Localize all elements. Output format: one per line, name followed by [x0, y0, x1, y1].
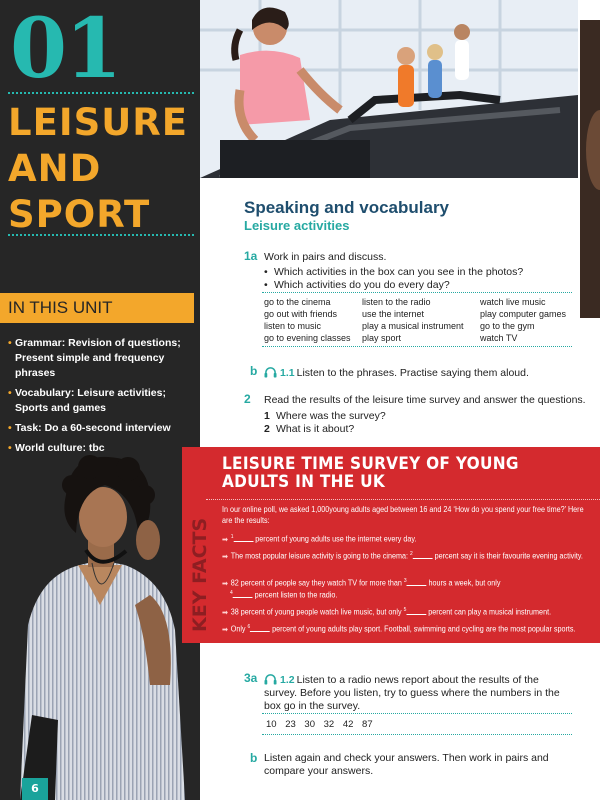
key-facts-label — [184, 507, 214, 637]
exercise-instruction — [264, 673, 564, 713]
unit-title-line: AND — [8, 147, 102, 190]
phrase: go to the cinema — [264, 297, 331, 307]
question-text: Where was the survey? — [276, 410, 386, 422]
discussion-questions — [262, 266, 523, 292]
survey-fact: $^4$ percent listen to the radio. — [230, 590, 338, 600]
exercise-letter: b — [250, 751, 258, 765]
phrase: play a musical instrument — [362, 321, 464, 331]
unit-title-line: SPORT — [8, 193, 151, 236]
question-number: 1 — [264, 410, 270, 422]
phrase: go to the gym — [480, 321, 535, 331]
section-subheading: Leisure activities — [244, 218, 350, 233]
phrase: watch live music — [480, 297, 546, 307]
survey-title-line: LEISURE TIME SURVEY OF YOUNG — [222, 454, 519, 473]
exercise-instruction: Listen again and check your answers. Then work in pairs and compare your answers. — [264, 752, 549, 777]
question-number: 2 — [264, 423, 270, 435]
contents-item: • Task: Do a 60-second interview — [8, 421, 188, 436]
gym-treadmill-photo — [200, 0, 578, 178]
discussion-question: • Which activities do you do every day? — [262, 279, 523, 292]
side-photo-strip — [578, 0, 600, 318]
unit-contents-list — [8, 336, 188, 461]
box-border-bottom — [262, 346, 572, 347]
unit-sidebar — [0, 0, 200, 800]
survey-fact: ➡ Only $^6$ percent of young adults play sport. Football, swimming and cycling are the most popular sports. — [222, 624, 576, 634]
phrase: use the internet — [362, 309, 425, 319]
phrase: play computer games — [480, 309, 567, 319]
contents-item: • Grammar: Revision of questions; Present simple and frequency phrases — [8, 336, 188, 381]
contents-item: • World culture: tbc — [8, 441, 188, 456]
phrase: play sport — [362, 333, 402, 343]
phrase: listen to music — [264, 321, 322, 331]
divider — [8, 234, 194, 236]
survey-panel — [182, 447, 600, 643]
survey-fact: ➡ The most popular leisure activity is going to the cinema: $^2$ percent say it is their favourite evening activity. — [222, 551, 583, 561]
headphones-icon[interactable] — [264, 366, 277, 378]
exercise-number: 3a — [244, 671, 258, 685]
phrase: listen to the radio — [362, 297, 431, 307]
survey-intro: In our online poll, we asked 1,000young adults aged between 16 and 24 ‘How do you spend your free time?’ Here are the results: — [222, 505, 584, 525]
audio-track-number: 1.2 — [280, 674, 295, 686]
contents-item: • Vocabulary: Leisure activities; Sports and games — [8, 386, 188, 416]
section-heading: Speaking and vocabulary — [244, 198, 450, 217]
audio-track-number: 1.1 — [280, 367, 295, 379]
boy-with-headphones-photo — [0, 455, 200, 800]
divider — [8, 92, 194, 94]
box-border-top — [262, 713, 572, 714]
exercise-letter: b — [250, 364, 258, 378]
survey-fact: ➡ 38 percent of young people watch live music, but only $^5$ percent can play a musical instrument. — [222, 607, 552, 617]
exercise-instruction: Work in pairs and discuss. — [264, 251, 387, 263]
page-number: 6 — [22, 778, 48, 800]
discussion-question: • Which activities in the box can you see in the photos? — [262, 266, 523, 279]
instruction-text: Listen to a radio news report about the results of the survey. Before you listen, try to guess where the numbers in the box go in the survey. — [264, 674, 560, 712]
question-item — [264, 410, 386, 422]
instruction-text: Listen to the phrases. Practise saying them aloud. — [296, 367, 529, 379]
phrase: go to evening classes — [264, 333, 351, 343]
exercise-instruction: Read the results of the leisure time survey and answer the questions. — [264, 394, 586, 406]
survey-fact: ➡ 82 percent of people say they watch TV for more than $^3$ hours a week, but only — [222, 578, 501, 588]
key-facts-text: KEY FACTS — [189, 517, 211, 632]
question-text: What is it about? — [276, 423, 355, 435]
exercise-instruction — [264, 366, 529, 380]
question-item — [264, 423, 354, 435]
exercise-number: 2 — [244, 392, 251, 406]
headphones-icon[interactable] — [264, 673, 277, 685]
phrase: go out with friends — [264, 309, 338, 319]
number-box: 10 23 30 32 42 87 — [266, 719, 373, 730]
box-border-bottom — [262, 734, 572, 735]
unit-number: 01 — [10, 1, 121, 97]
phrase: watch TV — [480, 333, 518, 343]
phrase-box — [264, 296, 576, 344]
unit-title — [8, 100, 188, 238]
box-border-top — [262, 292, 572, 293]
survey-title-line: ADULTS IN THE UK — [222, 472, 386, 491]
divider — [206, 499, 600, 500]
in-this-unit-banner: IN THIS UNIT — [0, 293, 194, 323]
survey-fact: ➡ $^1$ percent of young adults use the internet every day. — [222, 534, 417, 544]
survey-title — [222, 455, 520, 491]
unit-title-line: LEISURE — [8, 101, 189, 144]
exercise-number: 1a — [244, 249, 258, 263]
